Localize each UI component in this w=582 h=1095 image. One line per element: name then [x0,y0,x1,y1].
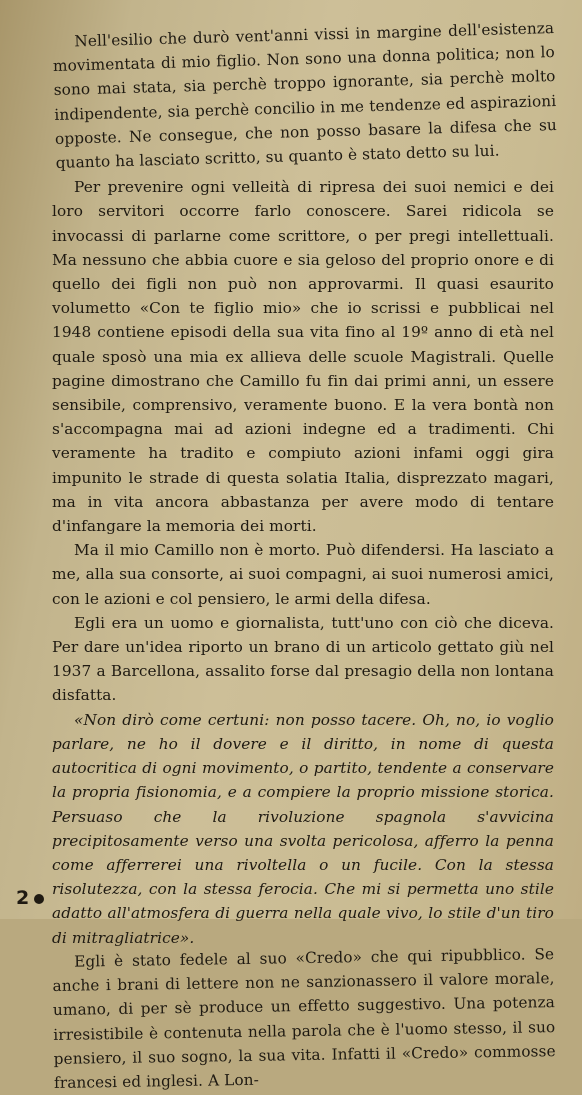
paragraph-enemies: Per prevenire ogni velleità di ripresa dei suoi nemici e dei loro servitori occorre farlo conoscere. Sarei ridicola se invocassi di parlarne come scrittore, o per pregi intellettuali. Ma nessuno che abbia cuore e sia geloso del proprio onore e di quello dei figli non può non approvarmi. Il quasi esaurito volumetto «Con te figlio mio» che io scrissi e pubblicai nel 1948 contiene episodi della sua vita fino al 19º anno di età nel quale sposò una mia ex allieva delle scuole Magistrali. Quelle pagine dimostrano che Camillo fu fin dai primi anni, un essere sensibile, comprensivo, veramente buono. E la vera bontà non s'accompagna mai ad azioni indegne ed a tradimenti. Chi veramente ha tradito e compiuto azioni infami oggi gira impunito le strade di questa solatia Italia, disprezzato magari, ma in vita ancora abbastanza per avere modo di tentare d'infangare la memoria dei morti. [52,178,554,536]
page-number [16,887,44,909]
paragraph-exile: Nell'esilio che durò vent'anni vissi in margine dell'esistenza movimentata di mio figlio. Non sono una donna politica; non lo sono mai stata, sia perchè troppo ignorante, sia perchè molto indipendente, sia perchè concilio in me tendenze ed aspirazioni opposte. Ne consegue, che non posso basare la difesa che su quanto ha lasciato scritto, su quanto è stato detto su lui. [52,18,558,172]
paragraph-journalist: Egli era un uomo e giornalista, tutt'uno con ciò che diceva. Per dare un'idea riporto un brano di un articolo gettato giù nel 1937 a Barcellona, assalito forse dal presagio della non lontana disfatta. [52,613,554,705]
paragraph-quote-barcellona: «Non dirò come certuni: non posso tacere. Oh, no, io voglio parlare, ne ho il dovere e il diritto, in nome di questa autocritica di ogni movimento, o partito, tendente a conservare la propria fisionomia, e a compiere la proprio missione storica. Persuaso che la rivoluzione spagnola s'avvicina precipitosamente verso una svolta pericolosa, afferro la penna come afferrerei una rivoltella o un fucile. Con la stessa risolutezza, con la stessa ferocia. Che mi si permetta uno stile adatto all'atmosfera di guerra nella quale vivo, lo stile d'un tiro di mitragliatrice». [52,710,554,947]
body-text [52,18,558,1095]
paragraph-camillo-not-dead: Ma il mio Camillo non è morto. Può difendersi. Ha lasciato a me, alla sua consorte, ai suoi compagni, ai suoi numerosi amici, con le azioni e col pensiero, le armi della difesa. [52,541,554,608]
bullet-icon [34,894,44,904]
page-number-text: 2 [16,887,30,909]
paragraph-credo: Egli è stato fedele al suo «Credo» che qui ripubblico. Se anche i brani di lettere non ne sanzionassero il valore morale, umano, di per sè produce un effetto suggestivo. Una potenza irresistibile è contenuta nella parola che è l'uomo stesso, il suo pensiero, il suo sogno, la sua vita. Infatti il «Credo» commosse francesi ed inglesi. A Lon- [52,944,556,1092]
